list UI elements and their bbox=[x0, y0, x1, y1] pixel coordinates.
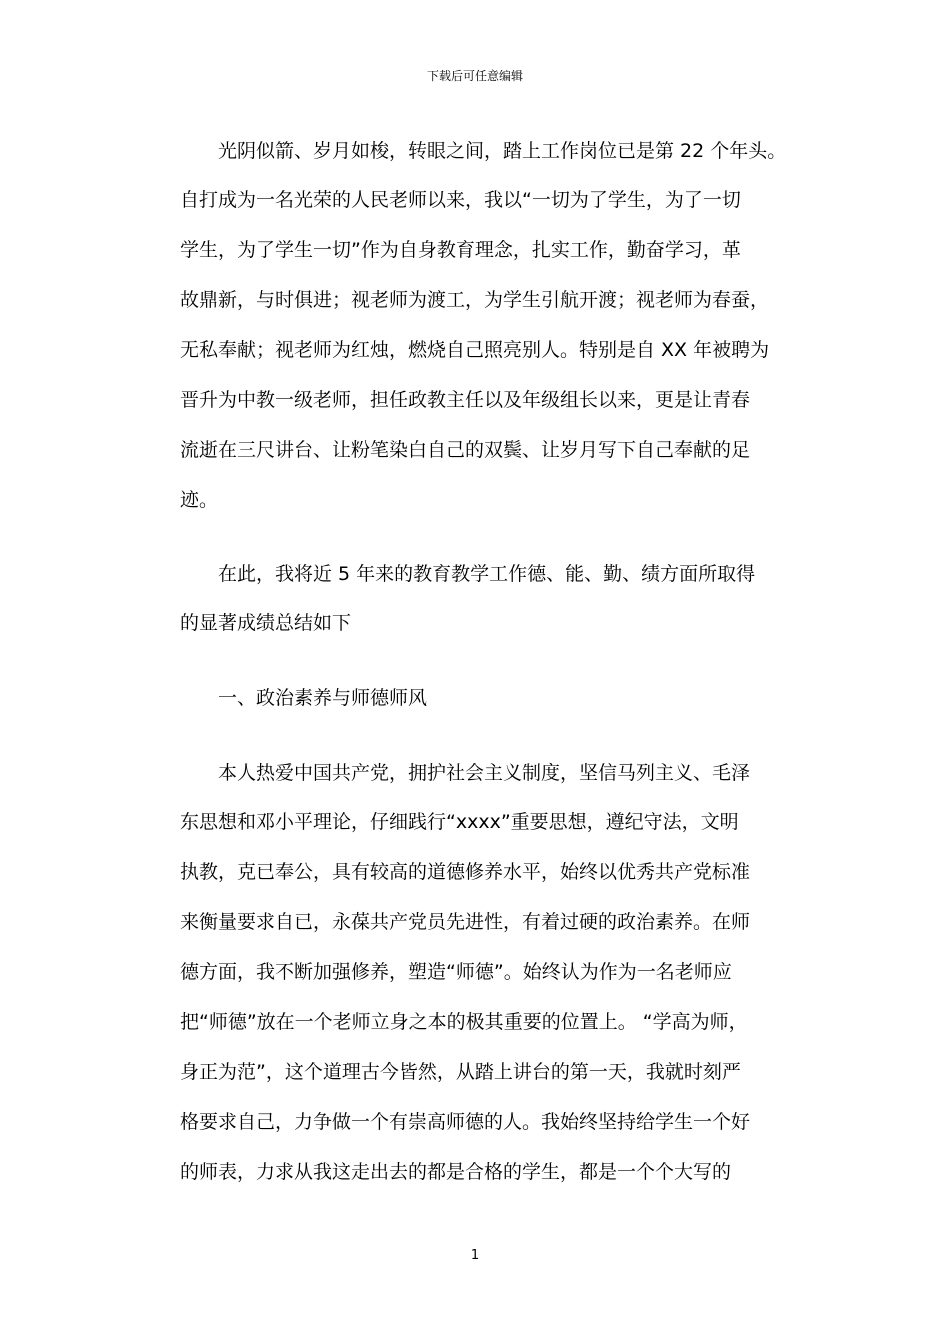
paragraph-line: 把“师德”放在一个老师立身之本的极其重要的位置上。 “学高为师， bbox=[180, 1011, 748, 1033]
paragraph-line: 晋升为中教一级老师，担任政教主任以及年级组长以来，更是让青春 bbox=[180, 389, 751, 411]
paragraph-line: 德方面，我不断加强修养，塑造“师德”。始终认为作为一名老师应 bbox=[180, 961, 732, 983]
paragraph-line: 光阴似箭、岁月如梭，转眼之间，踏上工作岗位已是第 22 个年头。 bbox=[218, 140, 787, 162]
paragraph-line: 学生，为了学生一切”作为自身教育理念，扎实工作，勤奋学习，革 bbox=[180, 239, 741, 261]
section-heading: 一、政治素养与师德师风 bbox=[218, 687, 428, 709]
paragraph-line: 在此，我将近 5 年来的教育教学工作德、能、勤、绩方面所取得 bbox=[218, 563, 756, 585]
paragraph-line: 的师表，力求从我这走出去的都是合格的学生，都是一个个大写的 bbox=[180, 1161, 732, 1183]
paragraph-line: 故鼎新，与时俱进；视老师为渡工，为学生引航开渡；视老师为春蚕， bbox=[180, 289, 770, 311]
paragraph-line: 的显著成绩总结如下 bbox=[180, 612, 352, 634]
page-header-note: 下载后可任意编辑 bbox=[426, 69, 523, 83]
paragraph-line: 本人热爱中国共产党，拥护社会主义制度，坚信马列主义、毛泽 bbox=[218, 762, 751, 784]
paragraph-line: 流逝在三尺讲台、让粉笔染白自己的双鬓、让岁月写下自己奉献的足 bbox=[180, 439, 751, 461]
paragraph-line: 执教，克已奉公，具有较高的道德修养水平，始终以优秀共产党标准 bbox=[180, 861, 751, 883]
paragraph-line: 自打成为一名光荣的人民老师以来，我以“一切为了学生，为了一切 bbox=[180, 189, 741, 211]
paragraph-line: 东思想和邓小平理论，仔细践行“xxxx”重要思想，遵纪守法，文明 bbox=[180, 811, 739, 833]
paragraph-line: 来衡量要求自已，永葆共产党员先进性，有着过硬的政治素养。在师 bbox=[180, 911, 751, 933]
paragraph-line: 迹。 bbox=[180, 489, 219, 511]
paragraph-line: 身正为范”，这个道理古今皆然，从踏上讲台的第一天，我就时刻严 bbox=[180, 1061, 741, 1083]
paragraph-line: 格要求自己，力争做一个有崇高师德的人。我始终坚持给学生一个好 bbox=[180, 1111, 751, 1133]
paragraph-line: 无私奉献；视老师为红烛，燃烧自己照亮别人。特别是自 XX 年被聘为 bbox=[180, 339, 770, 361]
page-number: 1 bbox=[470, 1248, 480, 1263]
